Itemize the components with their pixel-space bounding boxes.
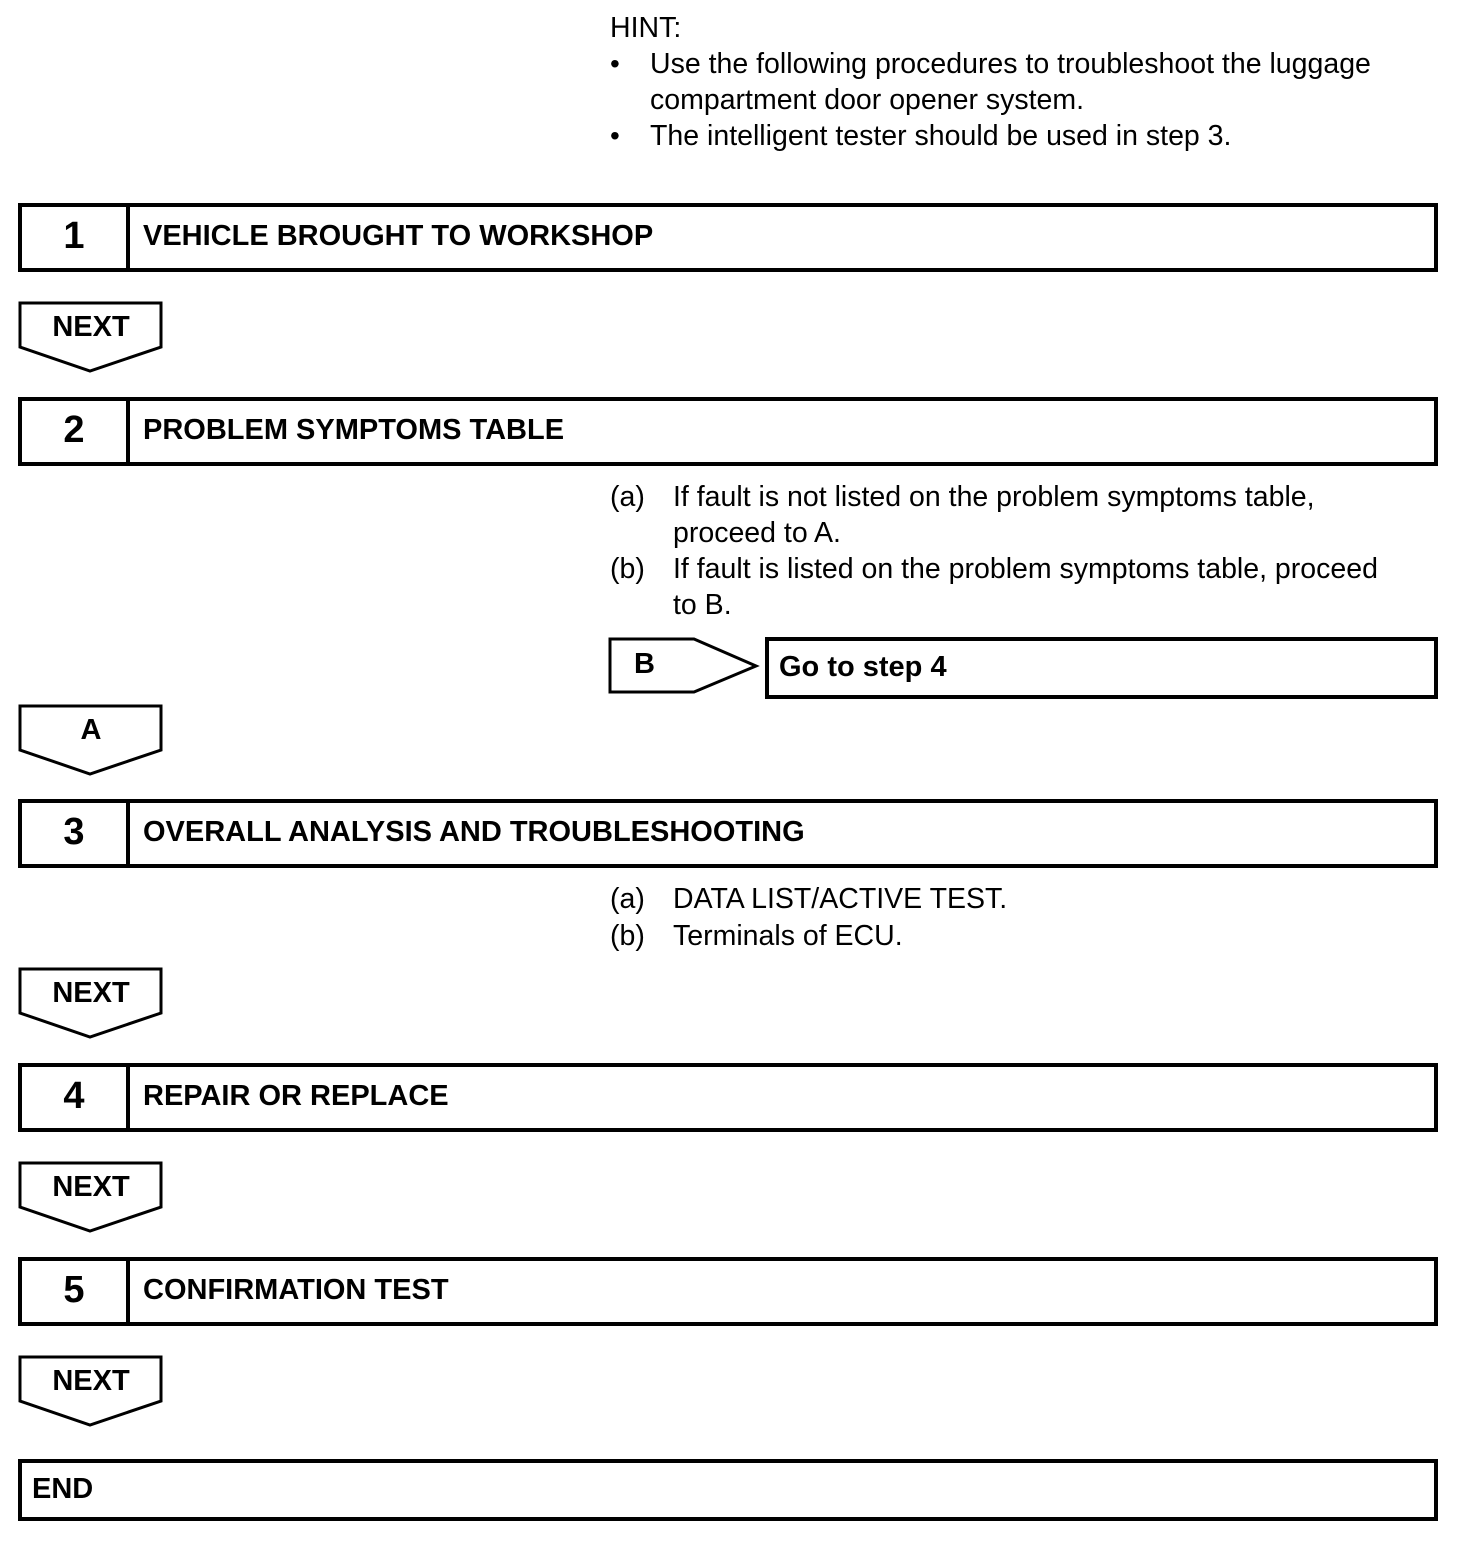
note-text: Terminals of ECU.	[673, 920, 903, 952]
hint-item-2-line-1: The intelligent tester should be used in step 3.	[650, 120, 1232, 152]
step-3-box	[18, 799, 1438, 868]
step-title: REPAIR OR REPLACE	[143, 1080, 449, 1112]
step-number: 1	[22, 207, 130, 268]
hint-item-1-line-1: Use the following procedures to troubleshoot the luggage	[650, 48, 1371, 80]
hint-title: HINT:	[610, 12, 682, 44]
step-title: CONFIRMATION TEST	[143, 1274, 449, 1306]
step-number: 5	[22, 1261, 130, 1322]
step-5-box	[18, 1257, 1438, 1326]
arrow-label: NEXT	[52, 1365, 130, 1397]
end-label: END	[32, 1473, 94, 1505]
step-4-box	[18, 1063, 1438, 1132]
bullet-icon: •	[610, 120, 620, 151]
arrow-label: NEXT	[52, 1171, 130, 1203]
a-arrow	[18, 704, 164, 778]
next-arrow	[18, 301, 164, 375]
branch-text: Go to step 4	[779, 651, 947, 683]
branch-label: B	[634, 648, 655, 680]
step-number: 3	[22, 803, 130, 864]
note-text: DATA LIST/ACTIVE TEST.	[673, 883, 1008, 915]
hint-item-1-line-2: compartment door opener system.	[650, 84, 1085, 116]
step-2-box	[18, 397, 1438, 466]
step-1-box	[18, 203, 1438, 272]
end-box	[18, 1459, 1438, 1521]
step-title: OVERALL ANALYSIS AND TROUBLESHOOTING	[143, 816, 805, 848]
note-label: (a)	[610, 883, 645, 915]
note-label: (b)	[610, 920, 645, 952]
arrow-label: NEXT	[52, 311, 130, 343]
arrow-label: A	[80, 714, 102, 746]
step-title: PROBLEM SYMPTOMS TABLE	[143, 414, 565, 446]
step-number: 4	[22, 1067, 130, 1128]
branch-b-box	[765, 637, 1438, 699]
step-number: 2	[22, 401, 130, 462]
right-arrow-icon	[608, 637, 760, 695]
note-text: If fault is not listed on the problem symptoms table,	[673, 481, 1315, 513]
note-text: to B.	[673, 589, 732, 621]
next-arrow	[18, 1161, 164, 1235]
note-text: proceed to A.	[673, 517, 841, 549]
note-text: If fault is listed on the problem symptoms table, proceed	[673, 553, 1378, 585]
branch-b-arrow	[608, 637, 760, 695]
bullet-icon: •	[610, 48, 620, 79]
step-title: VEHICLE BROUGHT TO WORKSHOP	[143, 220, 654, 252]
next-arrow	[18, 967, 164, 1041]
arrow-label: NEXT	[52, 977, 130, 1009]
note-label: (b)	[610, 553, 645, 585]
next-arrow	[18, 1355, 164, 1429]
note-label: (a)	[610, 481, 645, 513]
